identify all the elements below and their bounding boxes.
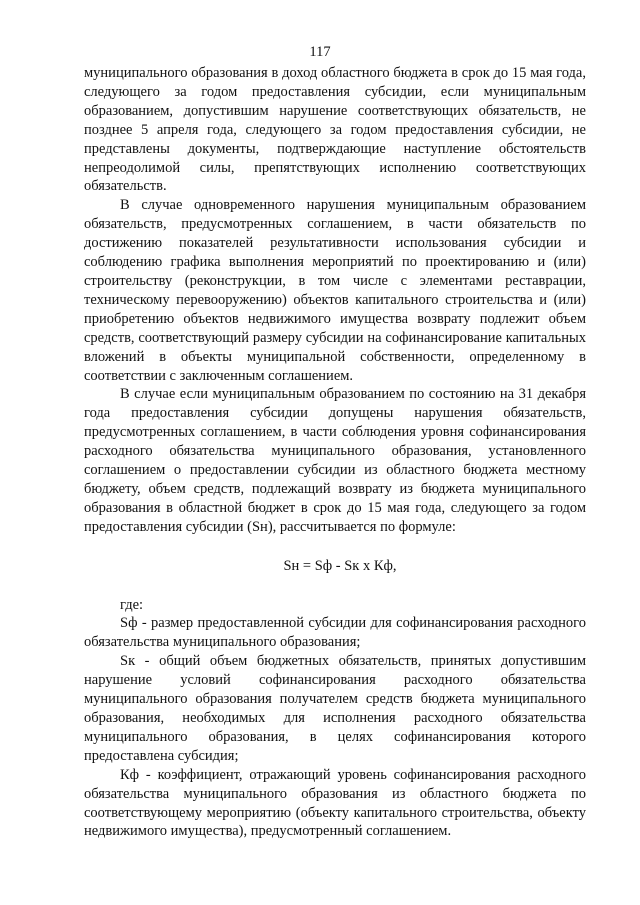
formula: Sн = Sф - Sк x Кф, [283,557,397,574]
document-body [84,64,586,841]
paragraph-continuation: муниципального образования в доход областного бюджета в срок до 15 мая года, следующего за годом предоставления субсидии, если муниципальным образованием, допустившим нарушение соответствующих обязательств, не позднее 5 апреля года, следующего за годом предоставления субсидии, не представлены документы, подтверждающие наступление обстоятельств непреодолимой силы, препятствующих исполнению соответствующих обязательств. [84,65,586,195]
paragraph-simultaneous-violation: В случае одновременного нарушения муниципальным образованием обязательств, предусмотренных соглашением, в части обязательств по достижению показателей результативности использования субсидии и соблюдению графика выполнения мероприятий по проектированию и (или) строительству (реконструкции, в том числе с элементами реставрации, техническому перевооружению) объектов капитального строительства и (или) приобретению объектов недвижимого имущества возврату подлежит объем средств, соответствующий размеру субсидии на софинансирование капитальных вложений в объекты муниципальной собственности, определенному в соответствии с заключенным соглашением. [84,197,586,384]
paragraph-cofinancing-violation: В случае если муниципальным образованием по состоянию на 31 декабря года предоставления субсидии допущены нарушения обязательств, предусмотренных соглашением, в части соблюдения уровня софинансирования расходного обязательства муниципального образования, установленного соглашением о предоставлении субсидии из областного бюджета местному бюджету, объем средств, подлежащий возврату из бюджета муниципального образования в областной бюджет в срок до 15 мая года, следующего за годом предоставления субсидии (Sн), рассчитывается по формуле: [84,386,586,535]
page-number: 117 [309,44,331,60]
definition-kf: Кф - коэффициент, отражающий уровень софинансирования расходного обязательства муниципального образования из областного бюджета по соответствующему мероприятию (объекту капитального строительства, объекту недвижимого имущества), предусмотренный соглашением. [84,766,586,840]
definition-sk: Sк - общий объем бюджетных обязательств, принятых допустившим нарушение условий софинансирования расходного обязательства муниципального образования получателем средств бюджета муниципального образования, необходимых для исполнения расходного обязательства муниципального образования, в целях софинансирования которого предоставлена субсидия; [84,653,586,764]
definition-sf: Sф - размер предоставленной субсидии для софинансирования расходного обязательства муниципального образования; [84,615,586,651]
formula-where-label: где: [120,596,144,613]
